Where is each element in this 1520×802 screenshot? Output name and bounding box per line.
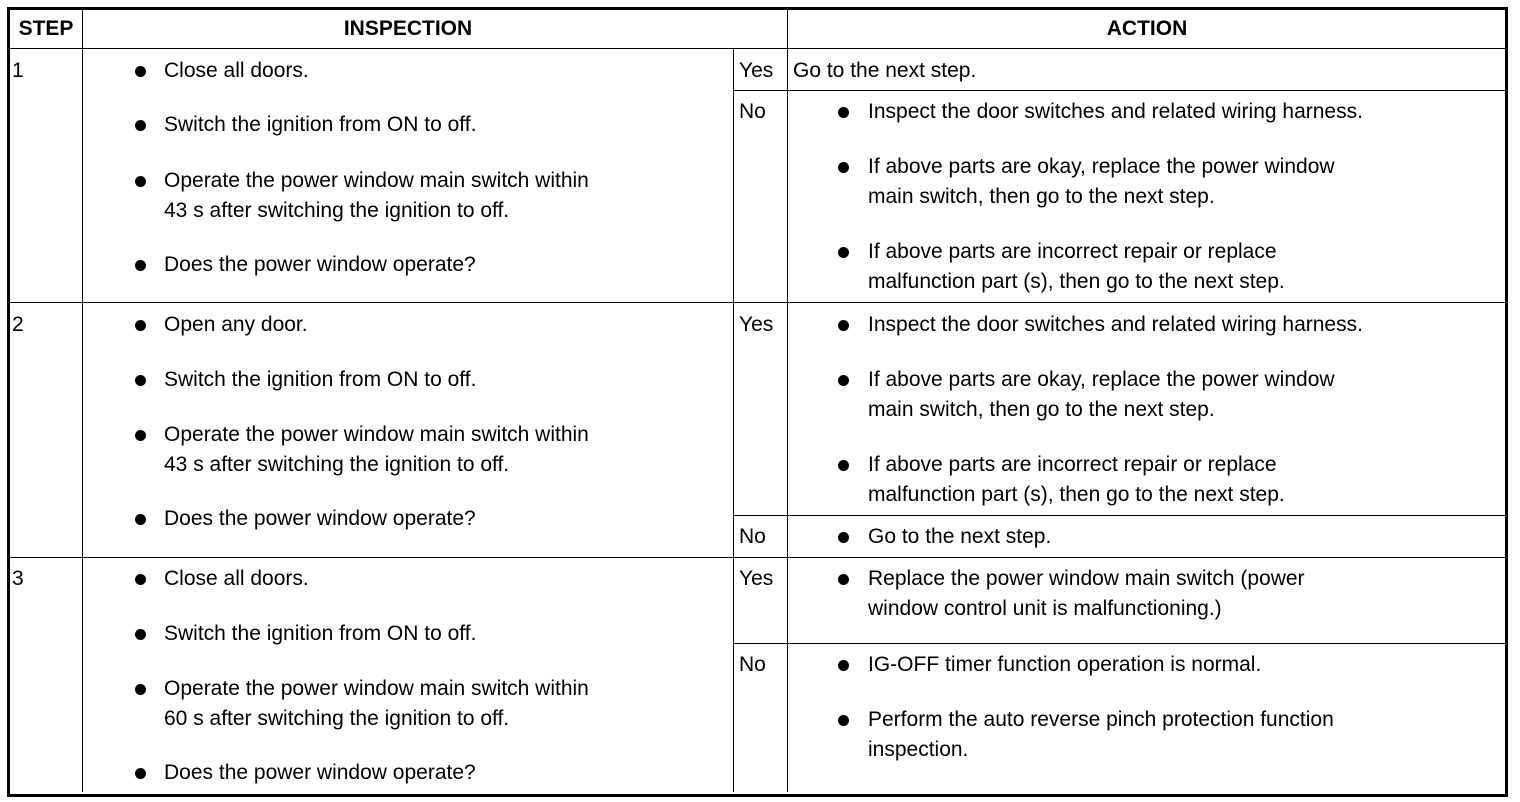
bullet-icon <box>838 320 849 331</box>
action-yes-item: Inspect the door switches and related wiring harness. <box>868 313 1363 336</box>
inspection-item: Does the power window operate? <box>164 507 476 530</box>
yes-label: Yes <box>739 313 774 336</box>
action-yes-item: window control unit is malfunctioning.) <box>868 597 1222 620</box>
inspection-item: Does the power window operate? <box>164 761 476 784</box>
inspection-item: Does the power window operate? <box>164 253 476 276</box>
bullet-icon <box>838 574 849 585</box>
inspection-item: Switch the ignition from ON to off. <box>164 622 477 645</box>
action-no-item: If above parts are incorrect repair or replace <box>868 240 1277 263</box>
bullet-icon <box>838 107 849 118</box>
bullet-icon <box>135 768 146 779</box>
header-action: ACTION <box>1106 17 1188 40</box>
bullet-icon <box>838 162 849 173</box>
bullet-icon <box>135 120 146 131</box>
divider <box>733 48 734 792</box>
inspection-item: Operate the power window main switch within <box>164 169 589 192</box>
header-step: STEP <box>18 17 74 40</box>
yes-label: Yes <box>739 59 774 82</box>
action-no-item: inspection. <box>868 738 969 761</box>
action-no-item: malfunction part (s), then go to the next step. <box>868 270 1285 293</box>
step-number: 3 <box>12 567 24 590</box>
bullet-icon <box>135 514 146 525</box>
action-yes-item: malfunction part (s), then go to the next step. <box>868 483 1285 506</box>
divider <box>787 8 788 792</box>
inspection-item: 43 s after switching the ignition to off. <box>164 453 510 476</box>
divider <box>8 48 1506 49</box>
bullet-icon <box>838 375 849 386</box>
inspection-item: Close all doors. <box>164 567 309 590</box>
action-yes-item: Go to the next step. <box>793 59 977 82</box>
yes-label: Yes <box>739 567 774 590</box>
bullet-icon <box>135 375 146 386</box>
action-yes-item: Replace the power window main switch (power <box>868 567 1305 590</box>
bullet-icon <box>135 430 146 441</box>
bullet-icon <box>838 460 849 471</box>
bullet-icon <box>135 260 146 271</box>
action-yes-item: If above parts are incorrect repair or replace <box>868 453 1277 476</box>
action-no-item: Inspect the door switches and related wiring harness. <box>868 100 1363 123</box>
inspection-item: Operate the power window main switch within <box>164 423 589 446</box>
action-no-item: Perform the auto reverse pinch protection function <box>868 708 1334 731</box>
inspection-item: Operate the power window main switch within <box>164 677 589 700</box>
divider <box>733 90 1506 91</box>
inspection-item: 43 s after switching the ignition to off. <box>164 199 510 222</box>
step-number: 1 <box>12 59 24 82</box>
bullet-icon <box>135 574 146 585</box>
bullet-icon <box>838 715 849 726</box>
step-number: 2 <box>12 313 24 336</box>
bullet-icon <box>135 176 146 187</box>
bullet-icon <box>838 532 849 543</box>
no-label: No <box>739 525 766 548</box>
action-no-item: Go to the next step. <box>868 525 1052 548</box>
action-no-item: If above parts are okay, replace the power window <box>868 155 1335 178</box>
bullet-icon <box>135 66 146 77</box>
inspection-item: Switch the ignition from ON to off. <box>164 368 477 391</box>
inspection-item: Switch the ignition from ON to off. <box>164 113 477 136</box>
divider <box>733 643 1506 644</box>
no-label: No <box>739 100 766 123</box>
no-label: No <box>739 653 766 676</box>
action-no-item: IG-OFF timer function operation is normal. <box>868 653 1262 676</box>
inspection-item: Close all doors. <box>164 59 309 82</box>
inspection-item: Open any door. <box>164 313 308 336</box>
action-yes-item: main switch, then go to the next step. <box>868 398 1215 421</box>
divider <box>733 515 1506 516</box>
divider <box>82 8 83 792</box>
divider <box>8 557 1506 558</box>
bullet-icon <box>838 660 849 671</box>
bullet-icon <box>135 629 146 640</box>
bullet-icon <box>135 320 146 331</box>
bullet-icon <box>135 684 146 695</box>
action-yes-item: If above parts are okay, replace the power window <box>868 368 1335 391</box>
action-no-item: main switch, then go to the next step. <box>868 185 1215 208</box>
divider <box>8 302 1506 303</box>
header-inspection: INSPECTION <box>343 17 473 40</box>
bullet-icon <box>838 247 849 258</box>
inspection-item: 60 s after switching the ignition to off. <box>164 707 510 730</box>
